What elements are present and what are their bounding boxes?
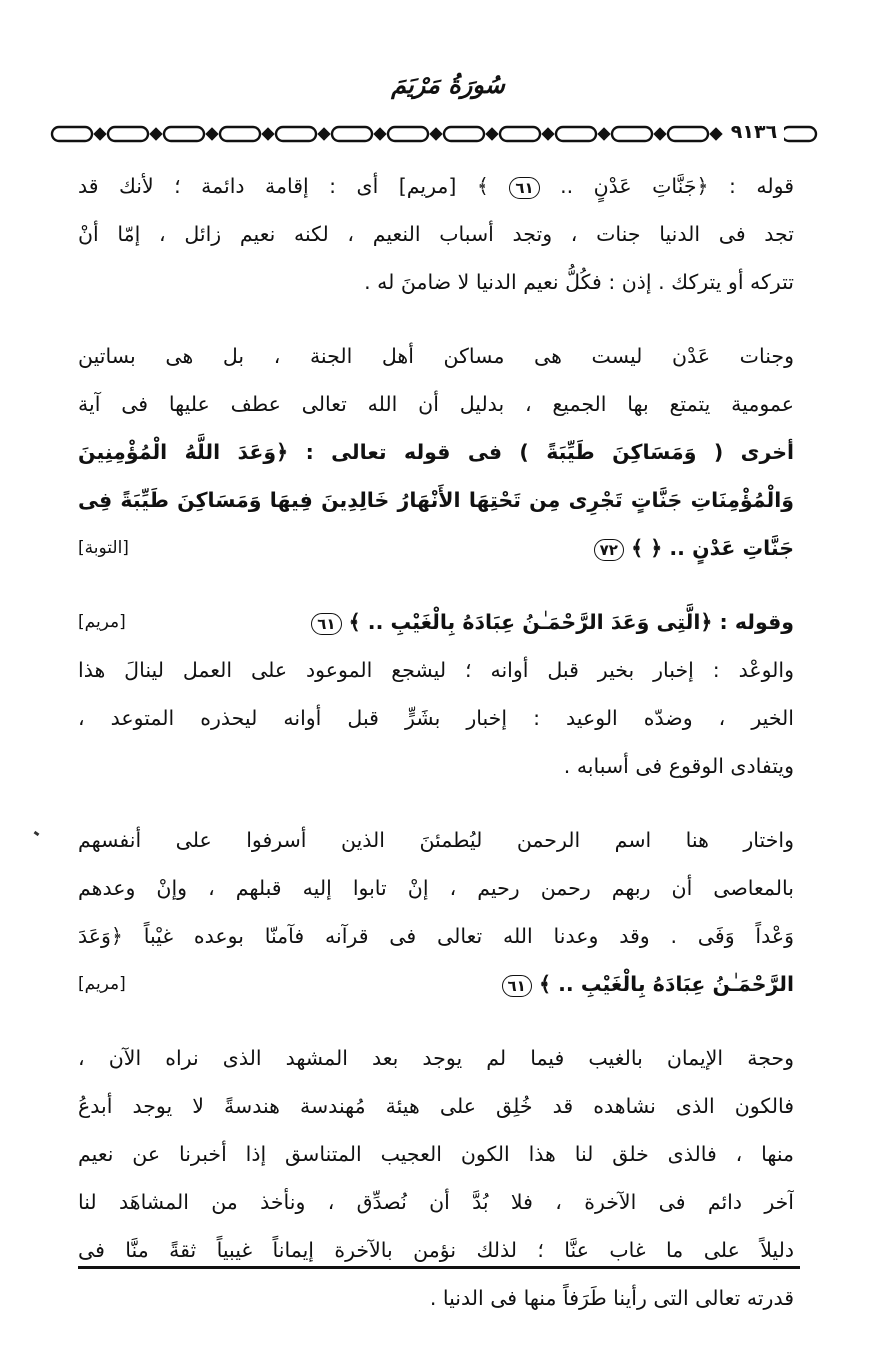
chain-link-oval (500, 127, 540, 141)
chain-link-oval (276, 127, 316, 141)
chain-link-oval (164, 127, 204, 141)
text-line: آخر دائم فى الآخرة ، فلا بُدَّ أن نُصدِّق ، ونأخذ من المشاهَد لنا (78, 1190, 794, 1214)
chain-link-oval (220, 127, 260, 141)
chain-diamond (599, 129, 609, 139)
verse-reference-line (78, 524, 794, 572)
ornamental-chain-border (44, 118, 820, 150)
verse-reference-line (78, 960, 794, 1008)
line-text: قوله : ﴿جَنَّاتِ عَدْنٍ .. (539, 174, 794, 198)
text-line: وحجة الإيمان بالغيب فيما لم يوجد بعد المشهد الذى نراه الآن ، (78, 1046, 794, 1070)
text-line: ويتفادى الوقوع فى أسبابه . (563, 754, 794, 778)
quran-verse-text (594, 524, 794, 572)
chain-diamond (375, 129, 385, 139)
text-line: قدرته تعالى التى رأينا طَرَفاً منها فى الدنيا . (429, 1286, 794, 1310)
chain-link-oval (388, 127, 428, 141)
chain-diamond (711, 129, 721, 139)
chain-link-oval (444, 127, 484, 141)
verse-number-badge: ٦١ (502, 975, 532, 997)
chain-link-oval (612, 127, 652, 141)
text-line: وجنات عَدْن ليست هى مساكن أهل الجنة ، بل هى بساتين (78, 344, 794, 368)
surah-reference: [مريم] (78, 974, 126, 994)
surah-reference: [التوبة] (78, 538, 129, 558)
chain-diamond (263, 129, 273, 139)
text-line: تجد فى الدنيا جنات ، وتجد أسباب النعيم ، لكنه نعيم زائل ، إمّا أنْ (78, 222, 794, 246)
chain-diamond (487, 129, 497, 139)
verse-number-badge: ٦١ (509, 177, 539, 199)
text-line: عمومية يتمتع بها الجميع ، بدليل أن الله تعالى عطف عليها فى آية (78, 392, 794, 416)
text-line: واختار هنا اسم الرحمن ليُطمئنَ الذين أسرفوا على أنفسهم (78, 828, 794, 852)
text-line: فالكون الذى نشاهده قد خُلِق على هيئة مُهندسة هندسةً لا يوجد أبدعُ (78, 1094, 794, 1118)
text-line: الخير ، وضدّه الوعيد : إخبار بشَرٍّ قبل أوانه ليحذره المتوعد ، (78, 706, 794, 730)
paragraph-3 (78, 598, 794, 790)
text-line: وَعْداً وَفَى . وقد وعدنا الله تعالى فى قرآنه فآمنّا بوعده غيْباً ﴿وَعَدَ (78, 924, 794, 948)
chain-diamond (319, 129, 329, 139)
text-line: بالمعاصى أن ربهم رحمن رحيم ، إنْ تابوا إليه قبلهم ، وإنْ وعدهم (78, 876, 794, 900)
paragraph-4 (78, 816, 794, 1008)
chain-diamond (207, 129, 217, 139)
quran-verse-text (311, 598, 794, 646)
chain-link-oval (556, 127, 596, 141)
text-line: منها ، فالذى خلق لنا هذا الكون العجيب المتناسق إذا أخبرنا عن نعيم (78, 1142, 794, 1166)
chain-link-oval (108, 127, 148, 141)
quran-verse-line: وَالْمُؤْمِنَاتِ جَنَّاتٍ تَجْرِى مِن تَحْتِهَا الأَنْهَارُ خَالِدِينَ فِيهَا وَمَسَاكِنَ طَيِّبَةً فِى (78, 488, 794, 512)
verse-number-badge: ٦١ (311, 613, 341, 635)
chain-diamond (655, 129, 665, 139)
chain-diamond (151, 129, 161, 139)
paragraph-2 (78, 332, 794, 572)
scan-speck (34, 831, 40, 836)
chain-diamond (95, 129, 105, 139)
page-number: ٩١٣٦ (724, 117, 784, 147)
paragraph-5 (78, 1034, 794, 1322)
quran-verse-text (502, 960, 794, 1008)
body-text (78, 162, 794, 1348)
text-line: والوعْد : إخبار بخير قبل أوانه ؛ ليشجع الموعود على العمل لينالَ هذا (78, 658, 794, 682)
verse-text: الرَّحْمَـٰنُ عِبَادَهُ بِالْغَيْبِ .. ﴾ (538, 972, 794, 996)
line-text: ﴾ [مريم] أى : إقامة دائمة ؛ لأنك قد (78, 174, 510, 198)
verse-text: جَنَّاتِ عَدْنٍ .. ﴿ ﴾ (631, 536, 794, 560)
text-line (78, 162, 794, 210)
chain-link-oval (332, 127, 372, 141)
text-line: دليلاً على ما غاب عنَّا ؛ لذلك نؤمن بالآخرة إيماناً غيبياً ثقةً منَّا فى (78, 1238, 794, 1262)
chain-link-oval (782, 127, 816, 141)
verse-text: وقوله : ﴿الَّتِى وَعَدَ الرَّحْمَـٰنُ عِبَادَهُ بِالْغَيْبِ .. ﴾ (348, 610, 794, 634)
quran-verse-line: أخرى ( وَمَسَاكِنَ طَيِّبَةً ) فى قوله تعالى : ﴿وَعَدَ اللَّهُ الْمُؤْمِنِينَ (78, 440, 794, 464)
text-line: تتركه أو يتركك . إذن : فكُلُّ نعيم الدنيا لا ضامنَ له . (364, 270, 794, 294)
chain-diamond (543, 129, 553, 139)
chain-link-oval (668, 127, 708, 141)
chain-diamond (431, 129, 441, 139)
surah-title: سُورَةُ مَرْيَمَ (391, 70, 505, 99)
footer-rule (78, 1266, 800, 1269)
surah-reference: [مريم] (78, 612, 126, 632)
paragraph-1 (78, 162, 794, 306)
verse-number-badge: ٧٢ (594, 539, 624, 561)
line-text (78, 174, 794, 198)
chain-link-oval (52, 127, 92, 141)
verse-reference-line (78, 598, 794, 646)
